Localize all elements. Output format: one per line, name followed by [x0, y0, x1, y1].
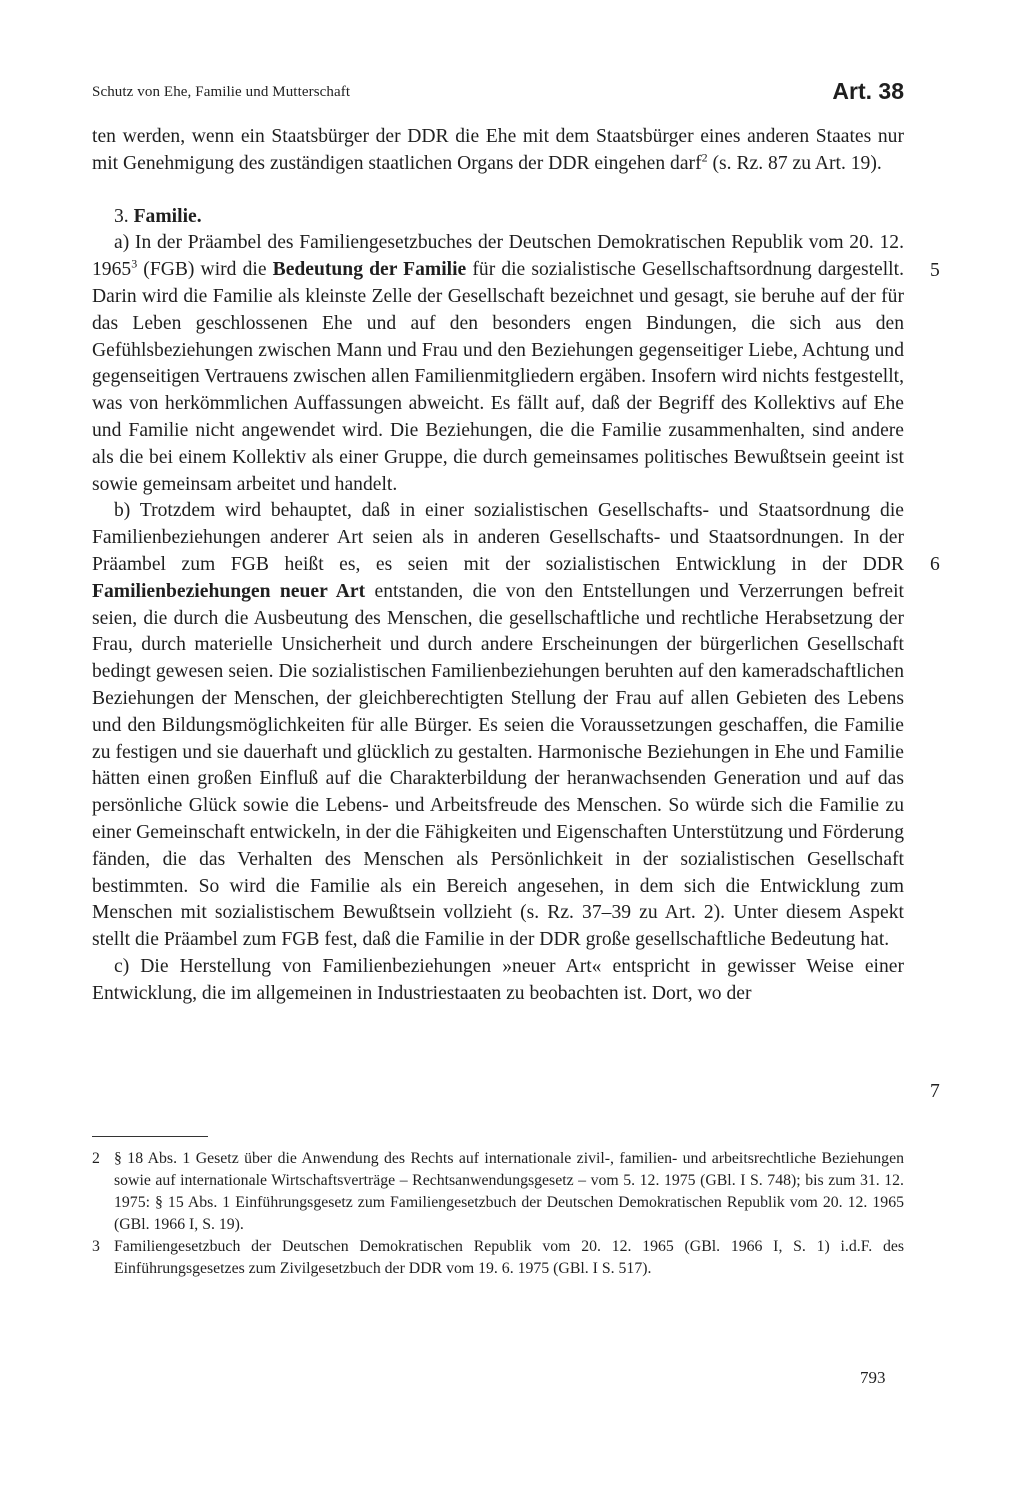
margin-number-5: 5	[930, 260, 940, 281]
footnotes	[92, 1148, 904, 1280]
bold-term: Familienbeziehungen neuer Art	[92, 580, 366, 602]
footnote-ref-2: 2	[701, 150, 708, 165]
footnote-3	[92, 1236, 904, 1280]
page-number: 793	[860, 1368, 886, 1387]
running-head	[92, 78, 904, 108]
bold-term: Bedeutung der Familie	[272, 259, 467, 281]
footnote-text: § 18 Abs. 1 Gesetz über die Anwendung des Rechts auf internationale zivil-, familien- und arbeitsrechtliche Beziehungen sowie auf internationale Wirtschaftsverträge – Rechtsanwendungsgesetz – vom 5. 12. 1975 (GBl. I S. 748); bis zum 31. 12. 1975: § 15 Abs. 1 Einführungsgesetz zum Familiengesetzbuch der Deutschen Demokratischen Republik vom 20. 12. 1965 (GBl. 1966 I, S. 19).	[114, 1150, 904, 1233]
paragraph-7	[92, 954, 904, 1008]
footnote-number: 2	[92, 1150, 100, 1167]
paragraph-text: entstanden, die von den Entstellungen und Verzerrungen befreit seien, die durch die Ausbeutung des Menschen, die gesellschaftliche und rechtliche Herabsetzung der Frau, durch materielle Unsicherheit und durch andere Erscheinungen der bürgerlichen Gesellschaft bedingt gewesen seien. Die sozialistischen Familienbeziehungen beruhten auf den kameradschaftlichen Beziehungen der Menschen, der gleichberechtigten Stellung der Frau auf allen Gebieten des Lebens und den Bildungsmöglichkeiten für alle Bürger. Es seien die Voraussetzungen geschaffen, die Familie zu festigen und sie dauerhaft und glücklich zu gestalten. Harmonische Beziehungen in Ehe und Familie hätten einen großen Einfluß auf die Charakterbildung der heranwachsenden Generation und auf das persönliche Glück sowie die Lebens- und Arbeitsfreude des Menschen. So würde sich die Familie zu einer Gemeinschaft entwickeln, in der die Fähigkeiten und Eigenschaften Unterstützung und Förderung fänden, die das Verhalten des Menschen als Persönlichkeit in der sozialistischen Gesellschaft bestimmten. So wird die Familie als ein Bereich angesehen, in dem sich die Entwicklung zum Menschen mit sozialistischem Bewußtsein vollzieht (s. Rz. 37–39 zu Art. 2). Unter diesem Aspekt stellt die Präambel zum FGB fest, daß die Familie in der DDR große gesellschaftliche Bedeutung hat.	[92, 580, 904, 951]
paragraph-6	[92, 498, 904, 954]
footnote-text: Familiengesetzbuch der Deutschen Demokratischen Republik vom 20. 12. 1965 (GBl. 1966 I, S. 1) i.d.F. des Einführungsgesetzes zum Zivilgesetzbuch der DDR vom 19. 6. 1975 (GBl. I S. 517).	[114, 1238, 904, 1277]
running-title: Schutz von Ehe, Familie und Mutterschaft	[92, 84, 351, 100]
margin-number-7: 7	[930, 1081, 940, 1102]
paragraph-continued	[92, 124, 904, 178]
paragraph-text: für die sozialistische Gesellschaftsordnung dargestellt. Darin wird die Familie als kleinste Zelle der Gesellschaft bezeichnet und gesagt, sie beruhe auf der für das Leben geschlossenen Ehe und auf den besonders engen Bindungen, die sich aus den Gefühlsbeziehungen zwischen Mann und Frau und den Beziehungen gegenseitiger Liebe, Achtung und gegenseitigen Vertrauens zwischen allen Familienmitgliedern ergäben. Insofern wird nichts festgestellt, was von herkömmlichen Auffassungen abweicht. Es fällt auf, daß der Begriff des Kollektivs auf Ehe und Familie nicht angewendet wird. Die Beziehungen, die die Familie zusammenhalten, sind andere als die bei einem Kollektiv als einer Gruppe, die durch gemeinsames politisches Bewußtsein geeint ist sowie gemeinsam arbeitet und handelt.	[92, 259, 904, 495]
section-number: 3.	[114, 205, 134, 227]
footnote-2	[92, 1148, 904, 1236]
paragraph-text: (FGB) wird die	[137, 259, 273, 281]
paragraph-text: c) Die Herstellung von Familienbeziehungen »neuer Art« entspricht in gewisser Weise einer Entwicklung, die im allgemeinen in Industriestaaten zu beobachten ist. Dort, wo der	[92, 955, 904, 1004]
footnote-ref-3: 3	[131, 256, 138, 271]
paragraph-5	[92, 230, 904, 498]
main-text	[92, 124, 904, 1008]
paragraph-text: a) In der Präambel des Familiengesetzbuches der Deutschen Demokratischen Republik vom 20. 12. 1965	[92, 232, 904, 281]
article-number: Art. 38	[832, 78, 904, 104]
paragraph-text: (s. Rz. 87 zu Art. 19).	[707, 152, 882, 174]
paragraph-text: ten werden, wenn ein Staatsbürger der DDR die Ehe mit dem Staatsbürger eines anderen Staates nur mit Genehmigung des zuständigen staatlichen Organs der DDR eingehen darf	[92, 126, 904, 174]
paragraph-text: b) Trotzdem wird behauptet, daß in einer sozialistischen Gesellschafts- und Staatsordnung die Familienbeziehungen anderer Art seien als in anderen Gesellschafts- und Staatsordnungen. In der Präambel zum FGB heißt es, es seien mit der sozialistischen Entwicklung in der DDR	[92, 500, 904, 575]
margin-number-6: 6	[930, 554, 940, 575]
footnote-divider	[92, 1136, 208, 1137]
section-heading	[92, 204, 904, 231]
section-title: Familie.	[133, 205, 202, 227]
footnote-number: 3	[92, 1238, 100, 1255]
